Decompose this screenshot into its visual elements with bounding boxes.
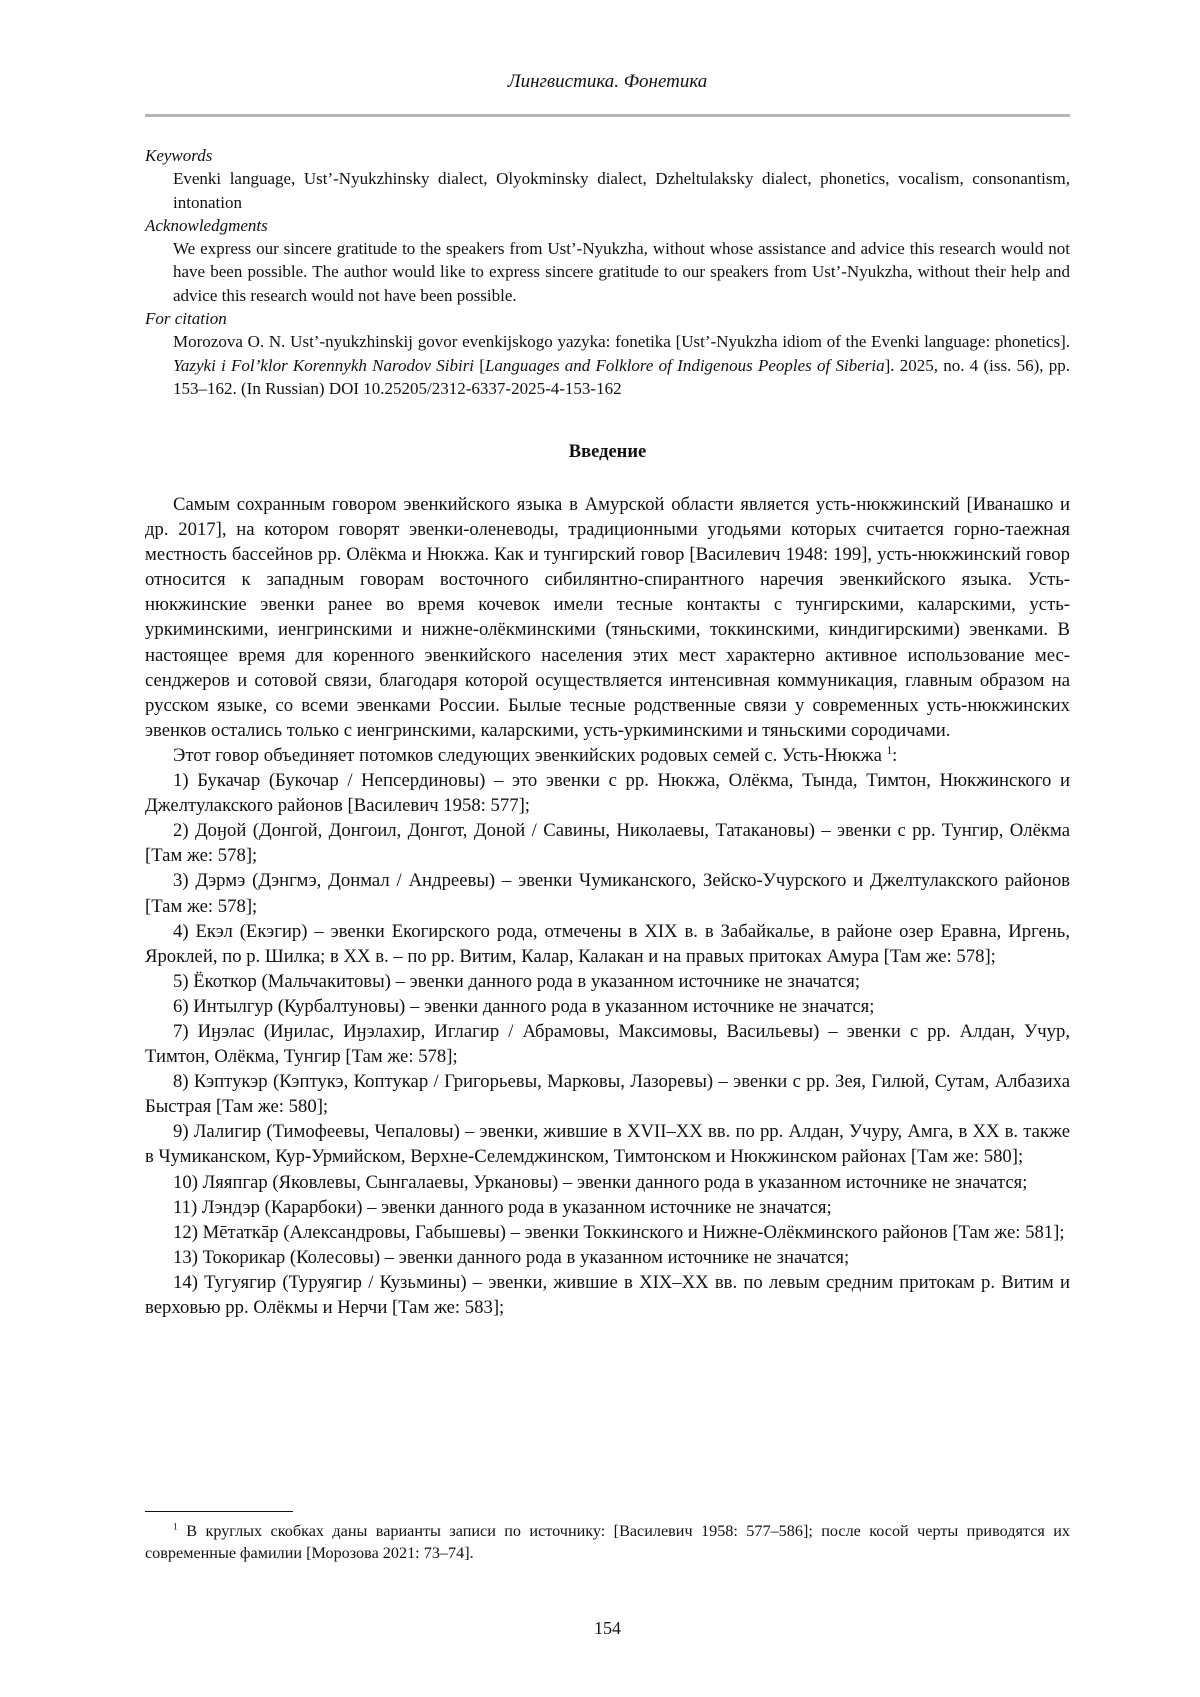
citation-authors: Morozova O. N. Ust’-nyukzhinskij govor evenkijskogo yazyka: fonetika [Ust’-Nyukzha idiom of the Evenki language: phonetics]. xyxy=(173,332,1070,352)
list-item: 10) Ляяпгар (Яковлевы, Сынгалаевы, Уркановы) – эвенки данного рода в указанном источнике не значатся; xyxy=(173,1171,1028,1193)
page-number: 154 xyxy=(594,1618,621,1638)
list-item: 5) Ёкоткор (Мальчакитовы) – эвенки данного рода в указанном источнике не значатся; xyxy=(173,970,861,992)
footnote-ref[interactable]: 1 xyxy=(886,744,893,757)
list-item: 7) Иӈэлас (Иӈилас, Иӈэлахир, Иглагир / Абрамовы, Максимовы, Васильевы) – эвенки с рр. Алдан, Учур, Тимтон, Олёкма, Тунгир [Там же: 578]; xyxy=(145,1020,1070,1068)
citation-journal: Yazyki i Fol’klor Korennykh Narodov Sibiri xyxy=(173,355,475,375)
list-item: 6) Интылгур (Курбалтуновы) – эвенки данного рода в указанном источнике не значатся; xyxy=(173,995,875,1017)
list-item: 11) Лэндэр (Карарбоки) – эвенки данного рода в указанном источнике не значатся; xyxy=(173,1196,832,1218)
list-item: 1) Букачар (Букочар / Непсердиновы) – это эвенки с рр. Нюкжа, Олёкма, Тында, Тимтон, Нюкжинского и Джелтулакского районов [Василевич 1958: 577]; xyxy=(145,770,1070,817)
article-body xyxy=(145,492,1070,1320)
footnote-paragraph xyxy=(145,1520,1070,1564)
list-item: 3) Дэрмэ (Дэнгмэ, Донмал / Андреевы) – эвенки Чумиканского, Зейско-Учурского и Джелтулакского районов [Там же: 578]; xyxy=(145,870,1070,917)
list-item: 13) Токорикар (Колесовы) – эвенки данного рода в указанном источнике не значатся; xyxy=(173,1246,850,1268)
citation-bracket-open: [ xyxy=(474,355,485,375)
list-item: 14) Тугуягир (Туруягир / Кузьмины) – эвенки, жившие в XIX–XX вв. по левым средним притокам р. Витим и верховью рр. Олёкмы и Нерчи [Там же: 583]; xyxy=(145,1271,1070,1318)
list-item: 2) Доӈой (Донгой, Донгоил, Донгот, Доной / Савины, Николаевы, Татакановы) – эвенки с рр. Тунгир, Олёкма [Там же: 578]; xyxy=(145,820,1070,867)
list-item: 12) Мēтаткāр (Александровы, Габышевы) – эвенки Токкинского и Нижне-Олёкминского районов [Там же: 581]; xyxy=(173,1221,1065,1243)
article-metadata xyxy=(145,144,1070,400)
keywords-label: Keywords xyxy=(145,146,213,165)
list-item: 4) Екэл (Екэгир) – эвенки Екогирского рода, отмечены в XIX в. в Забайкалье, в районе озер Еравна, Иргень, Яроклей, по р. Шилка; в XX в. – по рр. Витим, Калар, Калакан и на правых притоках Амура [Там же: 578]; xyxy=(145,920,1070,967)
list-item: 9) Лалигир (Тимофеевы, Чепаловы) – эвенки, жившие в XVII–XX вв. по рр. Алдан, Учуру, Амга, в XX в. также в Чумиканском, Кур-Урмийском, Верхне-Селемджинском, Тимтонском и Нюкжинском районах [Там же: 580]; xyxy=(145,1121,1070,1168)
lead-text: Этот говор объединяет потомков следующих эвенкийских родовых семей с. Усть-Нюкжа xyxy=(173,744,887,766)
footnote-marker: 1 xyxy=(173,1521,178,1533)
lead-colon: : xyxy=(892,744,898,766)
running-header: Лингвистика. Фонетика xyxy=(507,71,708,92)
citation-label: For citation xyxy=(145,309,227,329)
lead-paragraph xyxy=(145,743,1070,768)
acknowledgments-text: We express our sincere gratitude to the speakers from Ust’-Nyukzha, without whose assistance and advice this research would not have been possible. The author would like to express sincere gratitude to our speakers from Ust’-Nyukzha, without their help and advice this research would not have been possible. xyxy=(173,239,1070,305)
citation-journal-english: Languages and Folklore of Indigenous Peoples of Siberia xyxy=(484,355,885,375)
footnote xyxy=(145,1520,1070,1564)
citation-details: ]. 2025, no. 4 (iss. 56), pp. 153–162. (In Russian) DOI 10.25205/2312-6337-2025-4-153-162 xyxy=(173,355,1070,398)
citation-text xyxy=(145,330,1070,400)
list-item: 8) Кэптукэр (Кэптукэ, Коптукар / Григорьевы, Марковы, Лазоревы) – эвенки с рр. Зея, Гилюй, Сутам, Албазиха Быстрая [Там же: 580]; xyxy=(145,1071,1070,1118)
keywords-text: Evenki language, Ust’-Nyukzhinsky dialect, Olyokminsky dialect, Dzheltulaksky dialect, phonetics, vocalism, consonantism, intonation xyxy=(173,169,1070,212)
acknowledgments-label: Acknowledgments xyxy=(145,215,268,235)
footnote-divider xyxy=(145,1511,293,1512)
footnote-text: В круглых скобках даны варианты записи по источнику: [Василевич 1958: 577–586]; после косой черты приводятся их современные фамилии [Морозова 2021: 73–74]. xyxy=(145,1522,1070,1562)
header-divider xyxy=(145,114,1070,117)
section-title: Введение xyxy=(568,442,647,462)
intro-paragraph: Самым сохранным говором эвенкийского языка в Амурской области является усть-нюкжинский [Иванашко и др. 2017], на котором говорят эвенки-оленеводы, традиционными угодьями которых считается горно-таежная местность бассейнов рр. Олёкма и Нюкжа. Как и тунгирский говор [Василевич 1948: 199], усть-нюкжинский говор относится к западным говорам восточного сибилянтно-спирантного наречия эвенкийского языка. Усть-нюкжинские эвенки ранее во время кочевок имели тесные контакты с тунгирскими, каларскими, усть-уркиминскими, иенгринскими и нижне-олёкминскими (тяньскими, токкинскими, киндигирскими) эвенками. В настоящее время для коренного эвенкийского населения этих мест характерно активное использование мессенджеров и сотовой связи, благодаря которой осуществляется интенсивная коммуникация, главным образом на русском языке, со всеми эвенками России. Былые тесные родственные связи у современных усть-нюкжинских эвенков остались только с иенгринскими, каларскими, усть-уркиминскими и тяньскими сородичами. xyxy=(145,494,1070,741)
